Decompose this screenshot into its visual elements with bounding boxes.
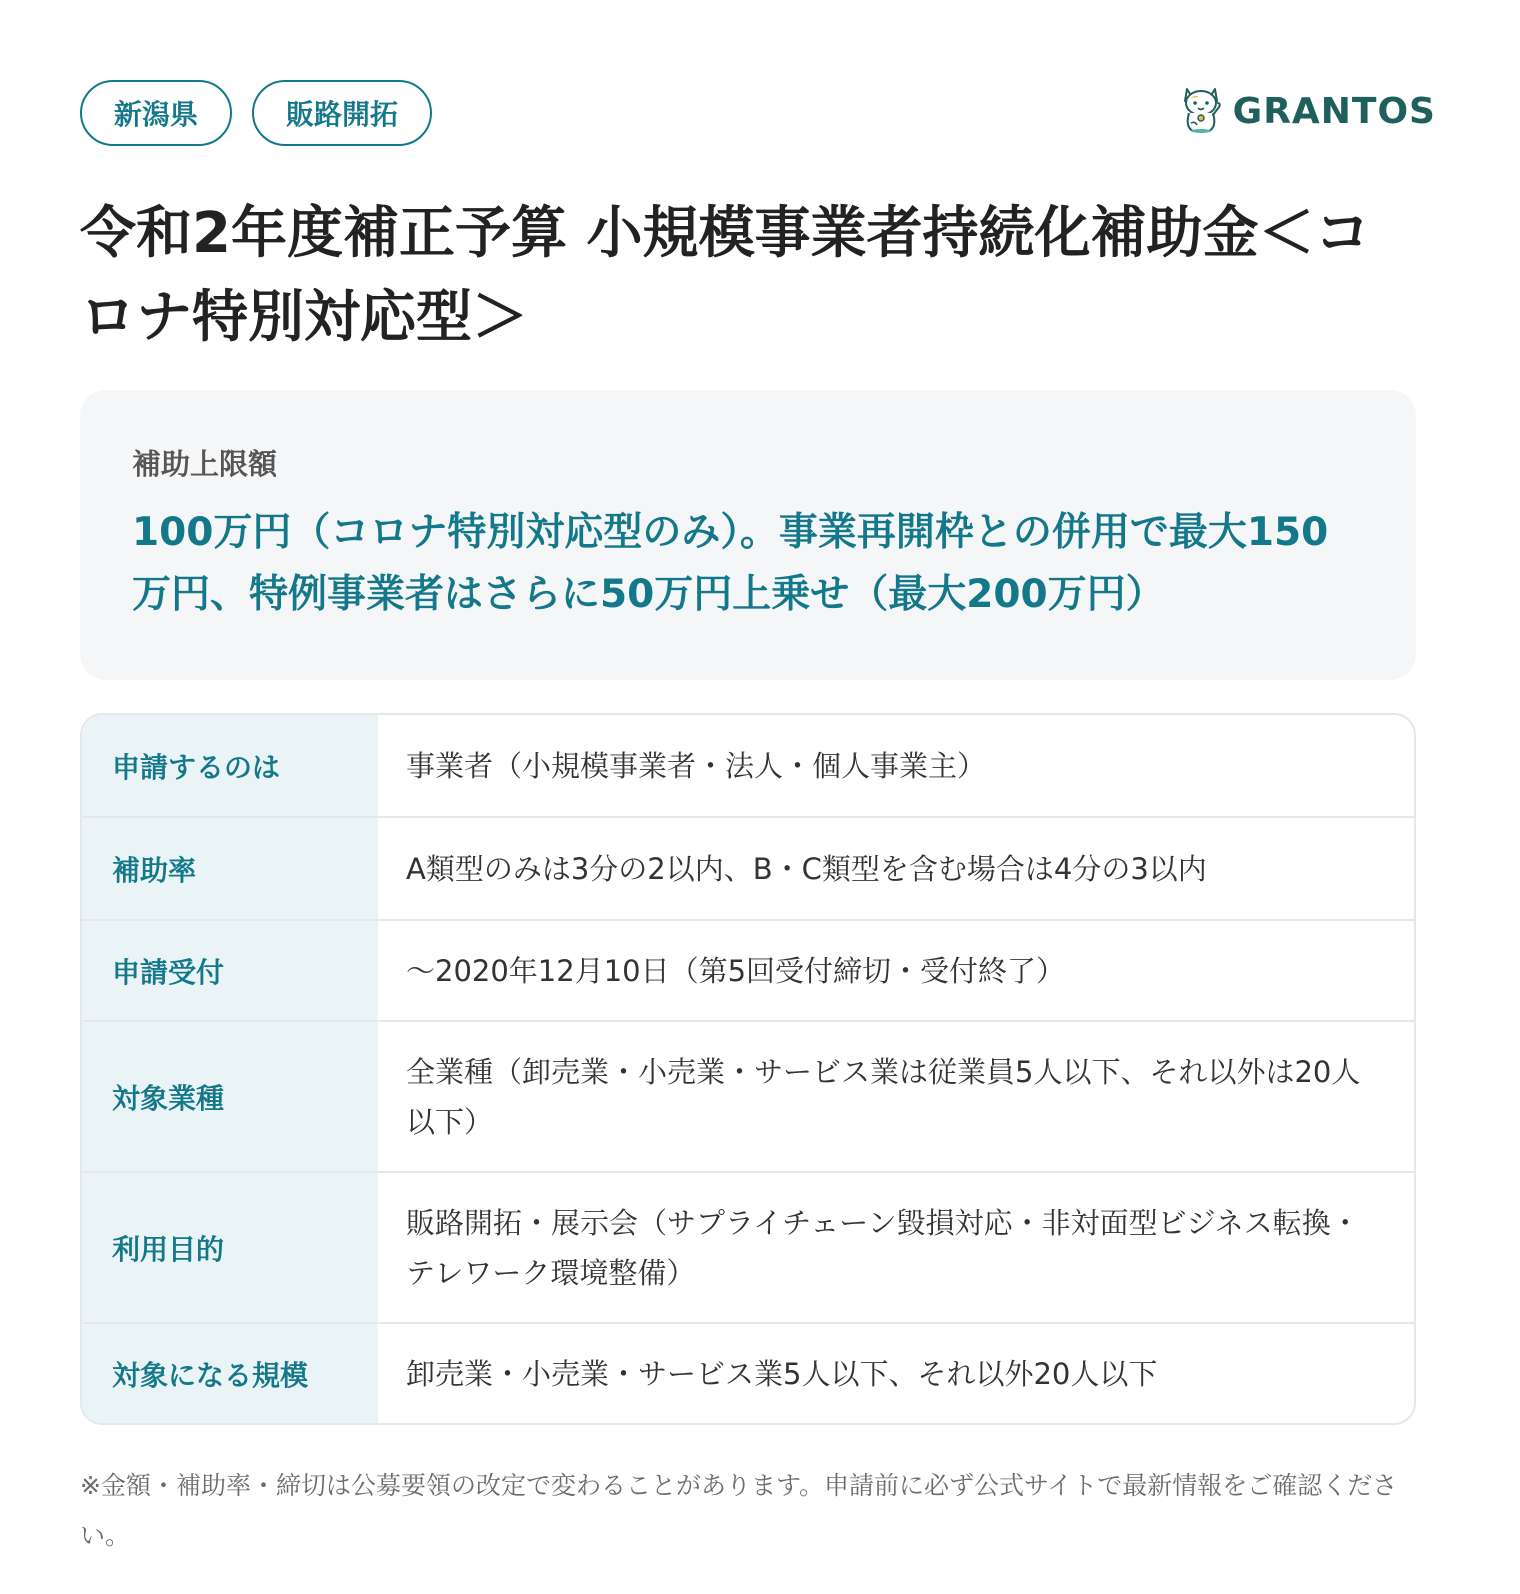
row-key-rate: 補助率 [82, 818, 378, 919]
row-value-purpose: 販路開拓・展示会（サプライチェーン毀損対応・非対面型ビジネス転換・テレワーク環境整備） [406, 1205, 1360, 1290]
subsidy-card [80, 78, 1436, 1586]
table-row-scale [82, 1322, 1414, 1423]
row-value-industry: 全業種（卸売業・小売業・サービス業は従業員5人以下、それ以外は20人以下） [406, 1054, 1361, 1139]
subsidy-limit-label: 補助上限額 [132, 447, 278, 481]
table-row-rate [82, 816, 1414, 919]
table-row-applicant [82, 715, 1414, 816]
card-header [80, 78, 1436, 148]
row-key-applicant: 申請するのは [82, 715, 378, 816]
row-value-period: 〜2020年12月10日（第5回受付締切・受付終了） [406, 953, 1066, 988]
brand-logo[interactable] [1179, 83, 1436, 139]
subsidy-limit-box [80, 390, 1416, 680]
table-row-purpose [82, 1171, 1414, 1322]
tag-list [80, 80, 432, 146]
disclaimer-note: ※金額・補助率・締切は公募要領の改定で変わることがあります。申請前に必ず公式サイトで最新情報をご確認ください。 [80, 1471, 1398, 1550]
subsidy-limit-value: 100万円（コロナ特別対応型のみ）。事業再開枠との併用で最大150万円、特例事業者はさらに50万円上乗せ（最大200万円） [132, 510, 1329, 617]
row-value-applicant: 事業者（小規模事業者・法人・個人事業主） [406, 748, 987, 783]
tag-category[interactable]: 販路開拓 [252, 80, 432, 146]
table-row-industry [82, 1020, 1414, 1171]
info-table [80, 713, 1416, 1425]
row-key-industry: 対象業種 [82, 1022, 378, 1171]
row-key-scale: 対象になる規模 [82, 1324, 378, 1423]
maneki-neko-cat-icon [1179, 83, 1223, 139]
page-title: 令和2年度補正予算 小規模事業者持続化補助金＜コロナ特別対応型＞ [80, 201, 1371, 350]
row-value-rate: A類型のみは3分の2以内、B・C類型を含む場合は4分の3以内 [406, 851, 1207, 886]
row-key-purpose: 利用目的 [82, 1173, 378, 1322]
brand-name: GRANTOS [1232, 90, 1436, 132]
table-row-period [82, 919, 1414, 1020]
tag-prefecture[interactable]: 新潟県 [80, 80, 232, 146]
row-key-period: 申請受付 [82, 921, 378, 1020]
row-value-scale: 卸売業・小売業・サービス業5人以下、それ以外20人以下 [406, 1356, 1158, 1391]
